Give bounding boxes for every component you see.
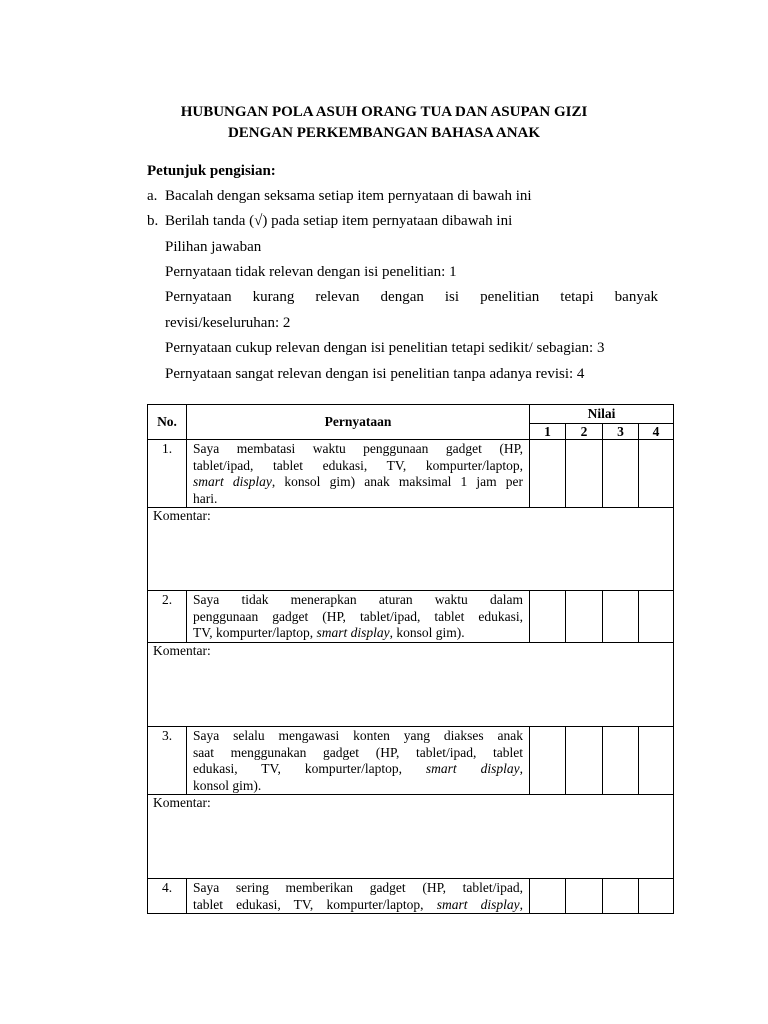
header-scale-4: 4 bbox=[639, 424, 674, 440]
score-cell-1[interactable] bbox=[530, 879, 566, 914]
statement-line bbox=[193, 897, 523, 914]
choice-2-word: relevan bbox=[315, 289, 360, 305]
header-no: No. bbox=[148, 405, 187, 440]
comment-row bbox=[148, 508, 674, 591]
comment-label: Komentar: bbox=[153, 508, 211, 523]
score-cell-1[interactable] bbox=[530, 440, 566, 508]
statement-segment: tablet edukasi, TV, kompurter/laptop, bbox=[193, 896, 437, 912]
choice-2-word: kurang bbox=[252, 289, 295, 305]
choice-2-word: dengan bbox=[380, 289, 424, 305]
score-cell-2[interactable] bbox=[566, 879, 603, 914]
header-scale-3: 3 bbox=[603, 424, 639, 440]
choice-2-word: tetapi bbox=[560, 289, 594, 305]
choice-3-text: Pernyataan cukup relevan dengan isi penelitian tetapi sedikit/ sebagian: 3 bbox=[165, 340, 605, 356]
statement-segment: Saya tidak menerapkan aturan waktu dalam bbox=[193, 592, 523, 607]
statement-line bbox=[193, 778, 523, 795]
document-title-line-2: DENGAN PERKEMBANGAN BAHASA ANAK bbox=[227, 125, 541, 141]
comment-box[interactable] bbox=[148, 643, 674, 727]
statement-row bbox=[148, 727, 674, 795]
statement-segment: , konsol gim). bbox=[389, 625, 465, 640]
statement-line bbox=[193, 728, 523, 745]
statement-text bbox=[187, 879, 530, 914]
instruction-b-marker: b. bbox=[147, 213, 159, 229]
statement-segment: penggunaan gadget (HP, tablet/ipad, tablet edukasi, bbox=[193, 608, 523, 624]
questionnaire-table bbox=[147, 404, 674, 914]
statement-number: 2. bbox=[148, 591, 187, 643]
statement-emphasis: smart display bbox=[436, 896, 520, 912]
statement-line bbox=[193, 625, 523, 642]
choice-2-text bbox=[165, 288, 658, 306]
statement-segment: , bbox=[519, 761, 523, 776]
comment-row bbox=[148, 643, 674, 727]
statement-segment: , konsol gim) anak maksimal 1 jam per bbox=[271, 474, 523, 489]
statement-segment: TV, kompurter/laptop, bbox=[193, 625, 317, 640]
instruction-b-text: Berilah tanda (√) pada setiap item pernyataan dibawah ini bbox=[165, 213, 513, 229]
statement-text bbox=[187, 727, 530, 795]
header-scale-1: 1 bbox=[530, 424, 566, 440]
statement-text bbox=[187, 591, 530, 643]
choice-2-continuation: revisi/keseluruhan: 2 bbox=[165, 315, 291, 331]
statement-row bbox=[148, 591, 674, 643]
score-cell-2[interactable] bbox=[566, 591, 603, 643]
instructions-heading: Petunjuk pengisian: bbox=[147, 163, 276, 179]
statement-number: 3. bbox=[148, 727, 187, 795]
statement-number: 1. bbox=[148, 440, 187, 508]
choices-label: Pilihan jawaban bbox=[165, 239, 262, 255]
statement-segment: Saya selalu mengawasi konten yang diakses anak bbox=[193, 728, 523, 743]
statement-segment: Saya sering memberikan gadget (HP, tablet/ipad, bbox=[193, 880, 523, 895]
score-cell-2[interactable] bbox=[566, 440, 603, 508]
statement-line bbox=[193, 458, 523, 475]
choice-2-word: isi bbox=[444, 289, 460, 305]
score-cell-3[interactable] bbox=[603, 440, 639, 508]
score-cell-4[interactable] bbox=[639, 440, 674, 508]
statement-row bbox=[148, 879, 674, 914]
instruction-a-marker: a. bbox=[147, 188, 158, 204]
statement-line bbox=[193, 592, 523, 609]
statement-segment: edukasi, TV, kompurter/laptop, bbox=[193, 761, 426, 776]
statement-line bbox=[193, 491, 523, 508]
choice-4-text: Pernyataan sangat relevan dengan isi penelitian tanpa adanya revisi: 4 bbox=[165, 366, 585, 382]
comment-box[interactable] bbox=[148, 508, 674, 591]
statement-emphasis: smart display bbox=[425, 761, 520, 776]
statement-segment: tablet/ipad, tablet edukasi, TV, kompurter/laptop, bbox=[193, 457, 523, 473]
comment-box[interactable] bbox=[148, 795, 674, 879]
score-cell-1[interactable] bbox=[530, 591, 566, 643]
statement-segment: saat menggunakan gadget (HP, tablet/ipad, tablet bbox=[193, 744, 523, 760]
score-cell-1[interactable] bbox=[530, 727, 566, 795]
statement-line bbox=[193, 880, 523, 897]
choice-1-text: Pernyataan tidak relevan dengan isi penelitian: 1 bbox=[165, 264, 457, 280]
score-cell-4[interactable] bbox=[639, 879, 674, 914]
choice-2-word: banyak bbox=[614, 289, 658, 305]
statement-segment: , bbox=[519, 896, 523, 912]
statement-segment: Saya membatasi waktu penggunaan gadget (HP, bbox=[193, 441, 523, 456]
comment-row bbox=[148, 795, 674, 879]
statement-line bbox=[193, 745, 523, 762]
statement-line bbox=[193, 761, 523, 778]
statement-emphasis: smart display bbox=[316, 625, 390, 640]
statement-number: 4. bbox=[148, 879, 187, 914]
header-scale-2: 2 bbox=[566, 424, 603, 440]
document-title-line-1: HUBUNGAN POLA ASUH ORANG TUA DAN ASUPAN GIZI bbox=[180, 104, 588, 120]
statement-line bbox=[193, 609, 523, 626]
statement-text bbox=[187, 440, 530, 508]
statement-row bbox=[148, 440, 674, 508]
comment-label: Komentar: bbox=[153, 643, 211, 658]
statement-segment: hari. bbox=[193, 490, 218, 506]
comment-label: Komentar: bbox=[153, 795, 211, 810]
choice-2-word: Pernyataan bbox=[165, 289, 232, 305]
statement-segment: konsol gim). bbox=[193, 777, 262, 793]
header-statement: Pernyataan bbox=[187, 405, 530, 440]
statement-emphasis: smart display bbox=[193, 474, 272, 489]
score-cell-2[interactable] bbox=[566, 727, 603, 795]
header-score: Nilai bbox=[530, 405, 674, 424]
instruction-a-text: Bacalah dengan seksama setiap item pernyataan di bawah ini bbox=[165, 188, 532, 204]
score-cell-4[interactable] bbox=[639, 727, 674, 795]
score-cell-3[interactable] bbox=[603, 591, 639, 643]
score-cell-3[interactable] bbox=[603, 879, 639, 914]
score-cell-3[interactable] bbox=[603, 727, 639, 795]
statement-line bbox=[193, 474, 523, 491]
statement-line bbox=[193, 441, 523, 458]
choice-2-word: penelitian bbox=[480, 289, 540, 305]
score-cell-4[interactable] bbox=[639, 591, 674, 643]
